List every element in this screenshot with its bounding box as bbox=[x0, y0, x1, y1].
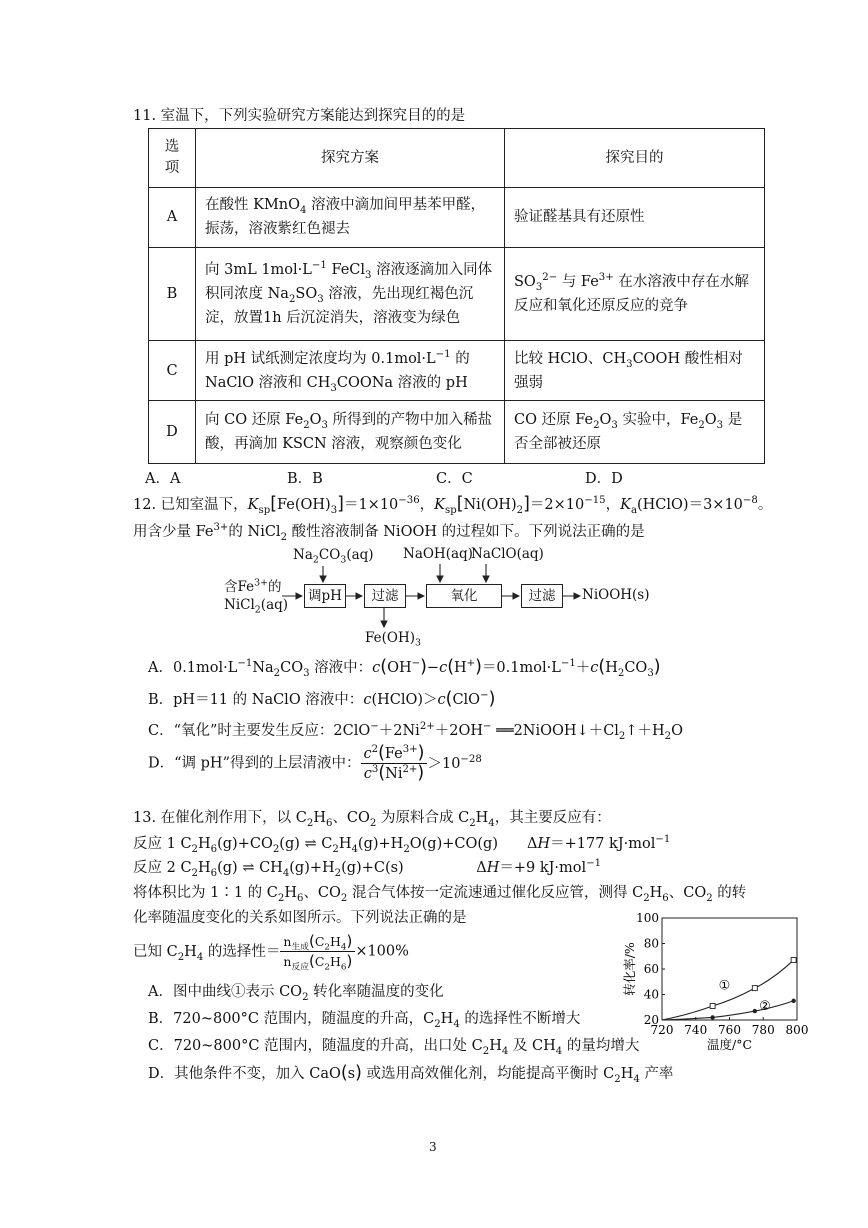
flow-step-filter2: 过滤 bbox=[521, 584, 563, 608]
flow-start-label: 含$Fe^{3+}$的 NiCl$_2$(aq) bbox=[224, 577, 289, 616]
series-1-point bbox=[752, 986, 757, 991]
series-1-point bbox=[710, 1003, 715, 1008]
q13-option-d[interactable]: D．其他条件不变，加入 CaO(s) 或选用高效催化剂，均能提高平衡时 $C_2H_4$ 产率 bbox=[148, 1063, 674, 1085]
x-tick-label: 780 bbox=[751, 1023, 775, 1037]
y-tick-label: 40 bbox=[643, 987, 659, 1002]
row-d-plan: 向 CO 还原 $Fe_2O_3$ 所得到的产物中加入稀盐酸，再滴加 KSCN 溶液，观察颜色变化 bbox=[196, 401, 505, 464]
q13-stem: 13. 在催化剂作用下，以 $C_2H_6$、$CO_2$ 为原料合成 $C_2H_4$，其主要反应有： bbox=[133, 810, 611, 829]
series-2-point bbox=[710, 1015, 714, 1019]
q11-choice-d[interactable]: D．D bbox=[585, 471, 623, 487]
header-plan: 探究方案 bbox=[196, 129, 505, 188]
flow-add-naoh: NaOH(aq) bbox=[403, 546, 473, 562]
y-tick-label: 80 bbox=[643, 936, 659, 951]
q13-option-c[interactable]: C．720~800°C 范围内，随温度的升高，出口处 $C_2H_4$ 及 $CH_4$ 的量均增大 bbox=[148, 1038, 640, 1057]
series-1-label: ① bbox=[718, 978, 731, 994]
x-tick-label: 720 bbox=[650, 1023, 674, 1037]
header-goal: 探究目的 bbox=[505, 129, 765, 188]
row-c-goal: 比较 HClO、$CH_3COOH$ 酸性相对强弱 bbox=[505, 340, 765, 401]
q13-para2: 化率随温度变化的关系如图所示。下列说法正确的是 bbox=[133, 910, 467, 926]
flow-waste: $Fe(OH)_3$ bbox=[365, 630, 422, 649]
series-2-label: ② bbox=[759, 998, 771, 1014]
row-c-option: C bbox=[149, 340, 196, 401]
q12-option-b[interactable]: B．pH＝11 的 NaClO 溶液中：c(HClO)＞c(ClO−) bbox=[148, 689, 496, 709]
header-option: 选 项 bbox=[149, 129, 196, 188]
series-2-point bbox=[753, 1009, 757, 1013]
y-tick-label: 100 bbox=[636, 911, 659, 925]
row-a-plan: 在酸性 KMnO$_4$ 溶液中滴加间甲基苯甲醛，振荡，溶液紫红色褪去 bbox=[196, 187, 505, 248]
row-b-option: B bbox=[149, 248, 196, 341]
q13-option-a[interactable]: A．图中曲线①表示 $CO_2$ 转化率随温度的变化 bbox=[148, 984, 444, 1003]
page-number: 3 bbox=[429, 1140, 437, 1154]
flow-product: NiOOH(s) bbox=[582, 587, 650, 603]
x-tick-label: 760 bbox=[718, 1023, 741, 1037]
series-line-2 bbox=[662, 998, 794, 1020]
y-axis-label: 转化率/% bbox=[622, 942, 637, 996]
flow-step-adjust-ph: 调pH bbox=[304, 584, 346, 608]
row-b-goal: $SO_3^{2-}$ 与 $Fe^{3+}$ 在水溶液中存在水解反应和氧化还原反应的竞争 bbox=[505, 248, 765, 341]
row-a-goal: 验证醛基具有还原性 bbox=[505, 187, 765, 248]
row-c-plan: 用 pH 试纸测定浓度均为 $0.1mol\cdot L^{-1}$ 的 NaClO 溶液和 $CH_3COONa$ 溶液的 pH bbox=[196, 340, 505, 401]
y-tick-label: 60 bbox=[643, 962, 659, 976]
plot-frame bbox=[662, 918, 797, 1020]
q13-option-b[interactable]: B．720~800°C 范围内，随温度的升高，$C_2H_4$ 的选择性不断增大 bbox=[148, 1011, 581, 1030]
series-1-point bbox=[791, 958, 796, 963]
q12-option-d[interactable]: D．“调 pH”得到的上层清液中： $\frac{c^2(Fe^{3+})}{c^3(Ni^{2+})}$ $>10^{-28}$ bbox=[148, 743, 482, 783]
y-tick-label: 20 bbox=[643, 1013, 659, 1027]
q13-reaction2: 反应 2 $C_2H_6(g)$ ⇌ $CH_4(g)+H_2(g)+C(s)$ ΔH＝+9 kJ·mol$^{-1}$ bbox=[133, 858, 602, 879]
flow-add-na2co3: $Na_2CO_3(aq)$ bbox=[293, 547, 374, 566]
q13-para1: 将体积比为 1∶1 的 $C_2H_6$、$CO_2$ 混合气体按一定流速通过催化反应管，测得 $C_2H_6$、$CO_2$ 的转 bbox=[133, 885, 747, 904]
series-2-point bbox=[791, 999, 795, 1003]
row-a-option: A bbox=[149, 187, 196, 248]
flow-step-oxidize: 氧化 bbox=[426, 584, 502, 608]
conversion-chart bbox=[620, 905, 820, 1065]
x-tick-label: 800 bbox=[785, 1023, 809, 1037]
q11-choice-c[interactable]: C．C bbox=[436, 471, 473, 487]
row-d-goal: CO 还原 $Fe_2O_3$ 实验中，$Fe_2O_3$ 是否全部被还原 bbox=[505, 401, 765, 464]
row-b-plan: 向 3mL $1mol\cdot L^{-1}$ FeCl$_3$ 溶液逐滴加入同体积同浓度 $Na_2SO_3$ 溶液，先出现红褐色沉淀，放置1h 后沉淀消失，溶液变为绿色 bbox=[196, 248, 505, 341]
flow-step-filter1: 过滤 bbox=[364, 584, 406, 608]
q11-choice-a[interactable]: A．A bbox=[145, 471, 181, 487]
x-axis-label: 温度/°C bbox=[706, 1037, 753, 1052]
q12-stem-line1: 12. 已知室温下，$K_{sp}[Fe(OH)_3]=1\times 10^{-36}$，$K_{sp}[Ni(OH)_2]=2\times 10^{-15}$，$K_a(HClO)=3\times 10^{-8}$。 bbox=[133, 494, 773, 516]
flow-add-naclo: NaClO(aq) bbox=[471, 546, 544, 562]
q13-reaction1: 反应 1 $C_2H_6(g)+CO_2(g)$ ⇌ $C_2H_4(g)+H_2O(g)+CO(g)$ ΔH＝+177 kJ·mol$^{-1}$ bbox=[133, 834, 671, 855]
row-d-option: D bbox=[149, 401, 196, 464]
q12-option-a[interactable]: A．$0.1mol\cdot L^{-1}Na_2CO_3$ 溶液中：$c(OH^-)-c(H^+)=0.1mol\cdot L^{-1}+c(H_2CO_3)$ bbox=[148, 657, 661, 679]
q12-stem-line2: 用含少量 $Fe^{3+}$的 NiCl$_2$ 酸性溶液制备 NiOOH 的过程如下。下列说法正确的是 bbox=[133, 522, 645, 543]
q11-choice-b[interactable]: B．B bbox=[287, 471, 323, 487]
q13-selectivity: 已知 $C_2H_4$ 的选择性＝ $\frac{n_{生成}(C_2H_4)}{n_{反应}(C_2H_6)}$ ×100% bbox=[133, 932, 409, 973]
q12-option-c[interactable]: C．“氧化”时主要发生反应：$2ClO^-+2Ni^{2+}+2OH^-$ $══2NiOOH↓+Cl_2↑+H_2O$ bbox=[148, 721, 684, 742]
x-tick-label: 740 bbox=[684, 1023, 708, 1037]
q11-stem: 11. 室温下，下列实验研究方案能达到探究目的的是 bbox=[133, 108, 466, 124]
